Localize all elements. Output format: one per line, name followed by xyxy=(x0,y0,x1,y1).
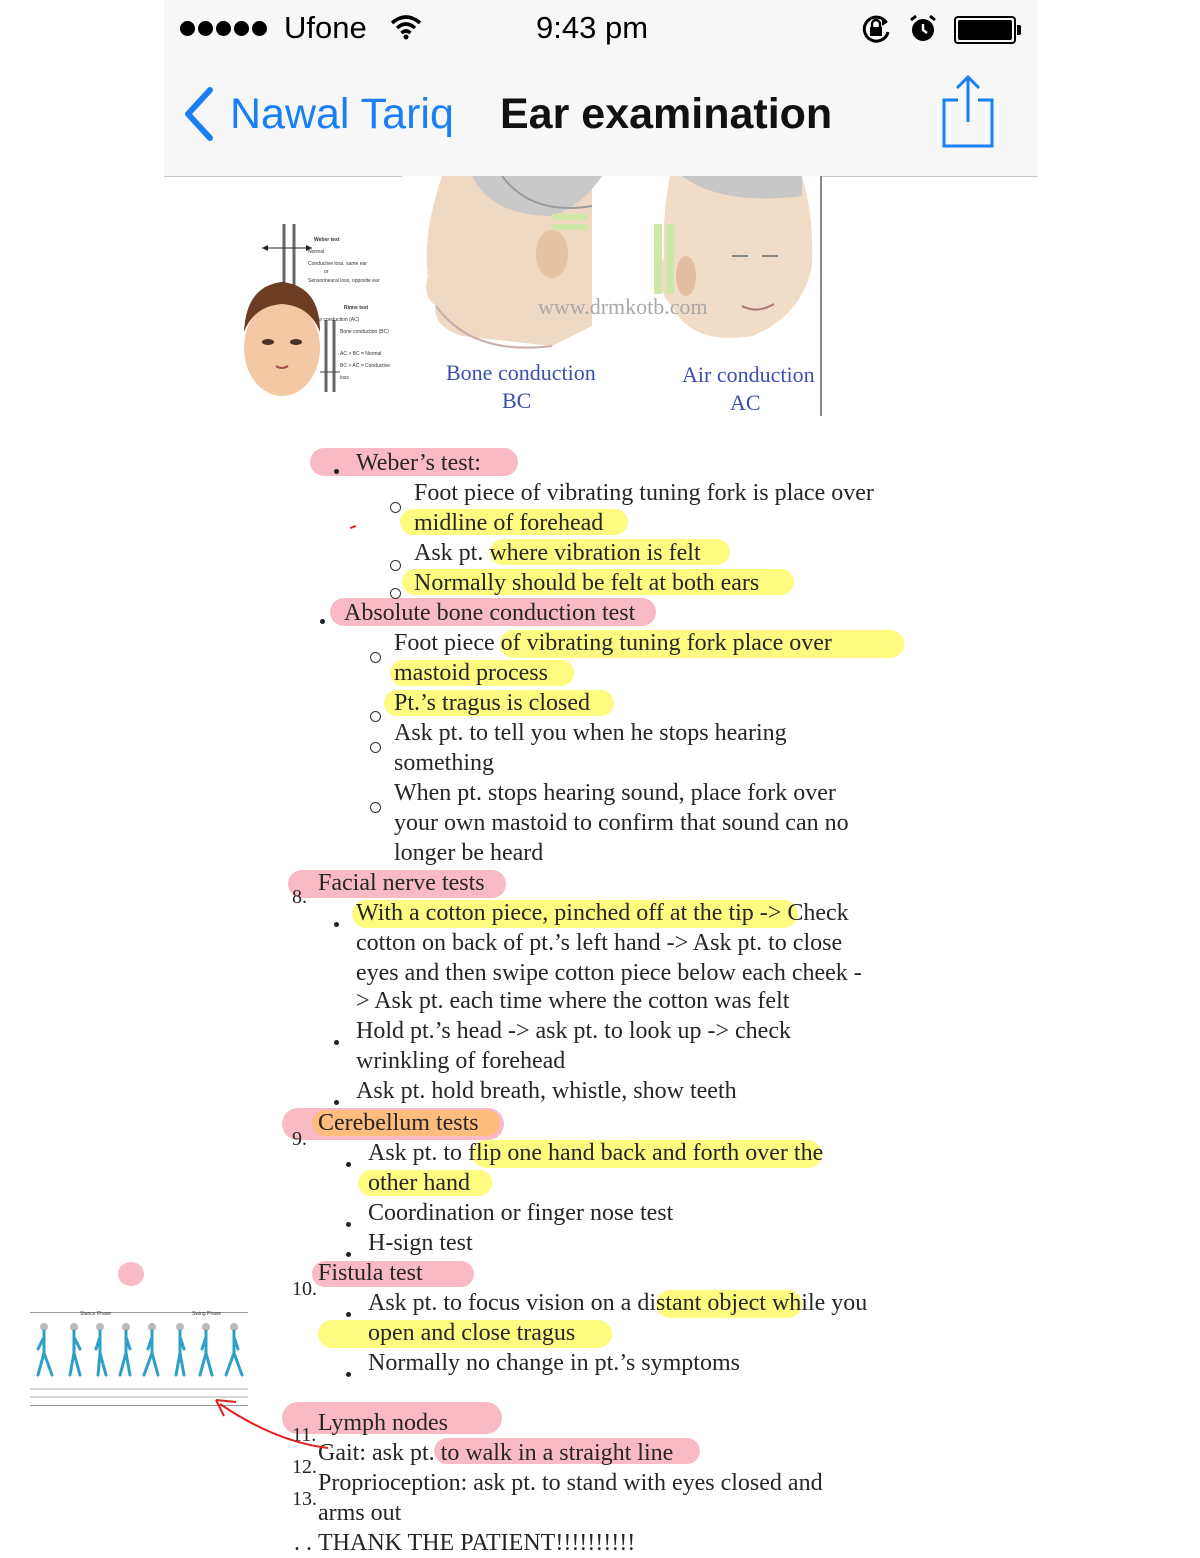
list-item: Ask pt. to focus vision on a distant object while you xyxy=(368,1290,868,1316)
caption-ac: AC xyxy=(730,390,761,415)
status-bar xyxy=(164,0,1038,58)
battery-icon xyxy=(954,16,1016,44)
list-item: open and close tragus xyxy=(368,1320,576,1346)
list-item: Ask pt. to flip one hand back and forth over the xyxy=(368,1140,824,1166)
bullet-dot xyxy=(334,469,339,474)
heading-absolute-bone-conduction: Absolute bone conduction test xyxy=(344,600,636,626)
list-number: . . xyxy=(294,1530,312,1556)
rotation-lock-icon xyxy=(860,14,892,44)
annotation-arrow-icon xyxy=(206,1390,336,1470)
chevron-left-icon xyxy=(182,86,216,142)
bone-air-conduction-figure xyxy=(402,176,822,416)
bullet-circle xyxy=(370,711,381,722)
heading-facial-nerve-tests: Facial nerve tests xyxy=(318,870,485,896)
alarm-clock-icon xyxy=(908,14,938,44)
list-item: Hold pt.’s head -> ask pt. to look up -> check xyxy=(356,1018,791,1044)
heading-fistula-test: Fistula test xyxy=(318,1260,423,1286)
list-item: With a cotton piece, pinched off at the tip -> Check xyxy=(356,900,849,926)
list-item: Ask pt. to tell you when he stops hearing xyxy=(394,720,787,746)
bullet-dot xyxy=(346,1372,351,1377)
list-item: > Ask pt. each time where the cotton was felt xyxy=(356,988,790,1014)
wifi-icon xyxy=(390,14,422,40)
diagram-label: AC > BC = Normal xyxy=(340,351,382,357)
list-number: 13. xyxy=(292,1488,317,1510)
proprioception-item: Proprioception: ask pt. to stand with eyes closed and xyxy=(318,1470,823,1496)
caption-bone-conduction: Bone conduction xyxy=(446,360,596,385)
bullet-dot xyxy=(334,922,339,927)
list-item: eyes and then swipe cotton piece below each cheek - xyxy=(356,960,862,986)
red-tick-mark xyxy=(350,525,356,529)
bullet-dot xyxy=(346,1222,351,1227)
list-item: your own mastoid to confirm that sound can no xyxy=(394,810,849,836)
document-content xyxy=(0,176,1200,1556)
list-item: Ask pt. hold breath, whistle, show teeth xyxy=(356,1078,737,1104)
diagram-label: Weber test xyxy=(314,237,340,243)
bullet-circle xyxy=(390,502,401,513)
tuning-fork-diagram xyxy=(240,220,400,400)
bullet-dot xyxy=(320,619,325,624)
bullet-circle xyxy=(370,652,381,663)
diagram-label: BC > AC = Conductive loss xyxy=(340,363,391,381)
clock-time: 9:43 pm xyxy=(536,10,649,45)
list-item: Normally no change in pt.’s symptoms xyxy=(368,1350,740,1376)
list-number: 10. xyxy=(292,1278,317,1300)
diagram-label: Normal xyxy=(308,249,325,255)
heading-cerebellum-tests: Cerebellum tests xyxy=(318,1110,479,1136)
bullet-dot xyxy=(346,1252,351,1257)
caption-air-conduction: Air conduction xyxy=(682,362,815,387)
highlight-pink-dot xyxy=(118,1262,144,1286)
heading-webers-test: Weber’s test: xyxy=(356,450,481,476)
bullet-circle xyxy=(370,742,381,753)
list-item: midline of forehead xyxy=(414,510,604,536)
list-item: wrinkling of forehead xyxy=(356,1048,566,1074)
list-item: Ask pt. where vibration is felt xyxy=(414,540,701,566)
carrier-label: Ufone xyxy=(284,10,367,45)
diagram-label: Air conduction (AC) xyxy=(316,317,360,323)
share-icon[interactable] xyxy=(938,72,998,152)
caption-bc: BC xyxy=(502,388,532,413)
list-item: mastoid process xyxy=(394,660,548,686)
diagram-label: or xyxy=(324,269,329,275)
list-item: cotton on back of pt.’s left hand -> Ask pt. to close xyxy=(356,930,843,956)
page-title: Ear examination xyxy=(500,90,833,138)
thank-the-patient: THANK THE PATIENT!!!!!!!!!! xyxy=(318,1530,636,1556)
gait-item: Gait: ask pt. to walk in a straight line xyxy=(318,1440,674,1466)
heading-lymph-nodes: Lymph nodes xyxy=(318,1410,448,1436)
list-number: 12. xyxy=(292,1456,317,1478)
list-item: Normally should be felt at both ears xyxy=(414,570,760,596)
signal-dots-icon xyxy=(180,16,267,36)
list-item: something xyxy=(394,750,494,776)
bullet-dot xyxy=(334,1100,339,1105)
back-button[interactable] xyxy=(182,86,454,142)
gait-header-stance: Stance Phase xyxy=(80,1311,112,1317)
diagram-label: Bone conduction (BC) xyxy=(340,329,389,335)
list-item: Pt.’s tragus is closed xyxy=(394,690,590,716)
diagram-label: Rinne test xyxy=(344,305,369,311)
list-item: longer be heard xyxy=(394,840,544,866)
list-item: other hand xyxy=(368,1170,470,1196)
list-item: H-sign test xyxy=(368,1230,473,1256)
list-item: Foot piece of vibrating tuning fork is place over xyxy=(414,480,874,506)
list-item: Foot piece of vibrating tuning fork place over xyxy=(394,630,832,656)
gait-header-swing: Swing Phase xyxy=(192,1311,222,1317)
proprioception-item: arms out xyxy=(318,1500,402,1526)
bullet-dot xyxy=(346,1162,351,1167)
list-number: 8. xyxy=(292,886,307,908)
watermark-text: www.drmkotb.com xyxy=(538,294,708,319)
bullet-circle xyxy=(370,802,381,813)
list-item: Coordination or finger nose test xyxy=(368,1200,674,1226)
list-number: 9. xyxy=(292,1128,307,1150)
list-item: When pt. stops hearing sound, place fork over xyxy=(394,780,836,806)
diagram-label: Conductive loss, same ear xyxy=(308,261,367,267)
navigation-bar xyxy=(164,58,1038,177)
bullet-dot xyxy=(334,1040,339,1045)
list-number: 11. xyxy=(292,1424,317,1446)
bullet-circle xyxy=(390,560,401,571)
diagram-label: Sensorineural loss, opposite ear xyxy=(308,278,380,284)
bullet-dot xyxy=(346,1312,351,1317)
back-label: Nawal Tariq xyxy=(230,89,454,138)
